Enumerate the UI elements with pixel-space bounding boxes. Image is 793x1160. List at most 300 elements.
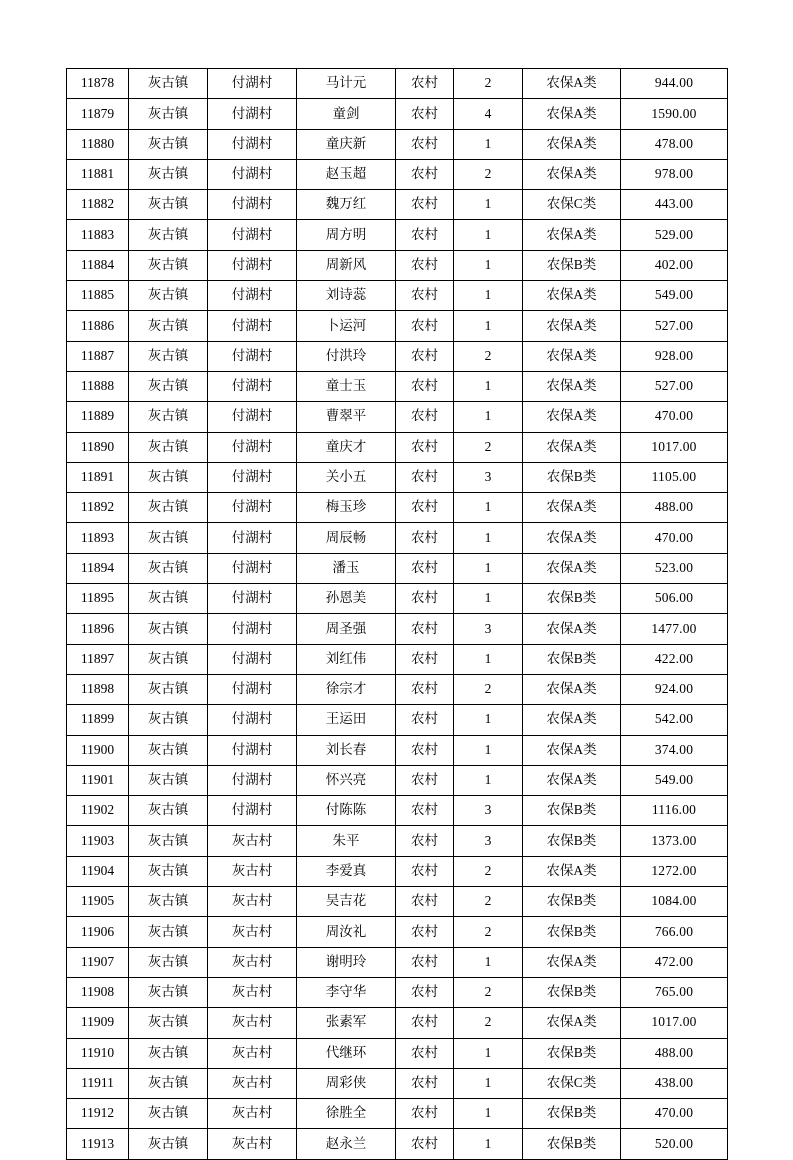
table-cell: 11884 (67, 250, 129, 280)
table-cell: 1 (454, 371, 523, 401)
table-cell: 11909 (67, 1008, 129, 1038)
table-cell: 506.00 (621, 584, 728, 614)
table-cell: 徐胜全 (297, 1099, 396, 1129)
table-cell: 1 (454, 493, 523, 523)
table-cell: 灰古村 (208, 1038, 297, 1068)
table-cell: 1017.00 (621, 432, 728, 462)
table-cell: 470.00 (621, 402, 728, 432)
table-cell: 1084.00 (621, 887, 728, 917)
table-cell: 农村 (396, 462, 454, 492)
table-cell: 农保B类 (523, 977, 621, 1007)
table-cell: 529.00 (621, 220, 728, 250)
table-cell: 灰古村 (208, 1068, 297, 1098)
table-cell: 农村 (396, 796, 454, 826)
table-cell: 470.00 (621, 523, 728, 553)
table-cell: 1 (454, 220, 523, 250)
table-cell: 谢明玲 (297, 947, 396, 977)
table-cell: 农保B类 (523, 796, 621, 826)
table-cell: 农保B类 (523, 462, 621, 492)
table-cell: 农村 (396, 705, 454, 735)
table-cell: 11882 (67, 190, 129, 220)
table-cell: 灰古镇 (129, 977, 208, 1007)
table-cell: 农保B类 (523, 887, 621, 917)
table-cell: 11891 (67, 462, 129, 492)
table-cell: 周方明 (297, 220, 396, 250)
table-cell: 付湖村 (208, 69, 297, 99)
table-cell: 1017.00 (621, 1008, 728, 1038)
table-cell: 刘诗蕊 (297, 281, 396, 311)
table-cell: 周新风 (297, 250, 396, 280)
table-cell: 4 (454, 99, 523, 129)
table-row (67, 159, 728, 189)
table-row (67, 220, 728, 250)
table-cell: 527.00 (621, 311, 728, 341)
table-cell: 灰古镇 (129, 644, 208, 674)
table-cell: 灰古镇 (129, 1068, 208, 1098)
table-cell: 付湖村 (208, 129, 297, 159)
table-row (67, 796, 728, 826)
table-cell: 灰古村 (208, 1008, 297, 1038)
table-cell: 农村 (396, 1099, 454, 1129)
table-row (67, 462, 728, 492)
table-cell: 刘红伟 (297, 644, 396, 674)
table-row (67, 493, 728, 523)
table-cell: 农保C类 (523, 190, 621, 220)
table-cell: 赵永兰 (297, 1129, 396, 1159)
table-cell: 灰古镇 (129, 947, 208, 977)
table-cell: 11886 (67, 311, 129, 341)
table-cell: 怀兴亮 (297, 765, 396, 795)
table-cell: 农村 (396, 1038, 454, 1068)
table-cell: 付湖村 (208, 644, 297, 674)
table-cell: 付湖村 (208, 311, 297, 341)
table-cell: 关小五 (297, 462, 396, 492)
table-cell: 灰古镇 (129, 1099, 208, 1129)
table-cell: 1 (454, 129, 523, 159)
table-cell: 472.00 (621, 947, 728, 977)
table-cell: 农村 (396, 523, 454, 553)
table-cell: 11895 (67, 584, 129, 614)
table-row (67, 341, 728, 371)
table-cell: 2 (454, 69, 523, 99)
table-cell: 农保A类 (523, 493, 621, 523)
table-cell: 11907 (67, 947, 129, 977)
table-cell: 付湖村 (208, 432, 297, 462)
table-cell: 灰古镇 (129, 462, 208, 492)
table-cell: 李守华 (297, 977, 396, 1007)
table-cell: 527.00 (621, 371, 728, 401)
table-cell: 11893 (67, 523, 129, 553)
table-cell: 付湖村 (208, 341, 297, 371)
table-cell: 11894 (67, 553, 129, 583)
table-row (67, 735, 728, 765)
table-cell: 周汝礼 (297, 917, 396, 947)
table-cell: 3 (454, 796, 523, 826)
table-row (67, 281, 728, 311)
table-cell: 张素军 (297, 1008, 396, 1038)
table-row (67, 765, 728, 795)
table-cell: 11879 (67, 99, 129, 129)
table-cell: 1373.00 (621, 826, 728, 856)
table-cell: 灰古镇 (129, 99, 208, 129)
table-cell: 付陈陈 (297, 796, 396, 826)
table-cell: 11901 (67, 765, 129, 795)
table-cell: 11913 (67, 1129, 129, 1159)
table-cell: 978.00 (621, 159, 728, 189)
table-cell: 付湖村 (208, 371, 297, 401)
table-cell: 农村 (396, 159, 454, 189)
table-row (67, 1068, 728, 1098)
table-cell: 农村 (396, 371, 454, 401)
table-row (67, 674, 728, 704)
table-cell: 1 (454, 402, 523, 432)
table-cell: 灰古村 (208, 1099, 297, 1129)
table-cell: 1590.00 (621, 99, 728, 129)
table-cell: 灰古镇 (129, 69, 208, 99)
table-cell: 11885 (67, 281, 129, 311)
table-cell: 农保A类 (523, 553, 621, 583)
table-row (67, 523, 728, 553)
table-cell: 灰古镇 (129, 402, 208, 432)
table-cell: 灰古镇 (129, 887, 208, 917)
table-cell: 农村 (396, 674, 454, 704)
table-cell: 刘长春 (297, 735, 396, 765)
table-cell: 潘玉 (297, 553, 396, 583)
table-cell: 灰古镇 (129, 371, 208, 401)
table-cell: 灰古村 (208, 977, 297, 1007)
table-cell: 王运田 (297, 705, 396, 735)
table-cell: 灰古镇 (129, 129, 208, 159)
table-cell: 灰古镇 (129, 1129, 208, 1159)
table-row (67, 887, 728, 917)
table-cell: 11883 (67, 220, 129, 250)
table-cell: 农村 (396, 1129, 454, 1159)
table-cell: 1105.00 (621, 462, 728, 492)
table-cell: 农保B类 (523, 826, 621, 856)
table-row (67, 1008, 728, 1038)
table-cell: 农村 (396, 1068, 454, 1098)
table-cell: 付湖村 (208, 523, 297, 553)
table-row (67, 402, 728, 432)
table-cell: 付湖村 (208, 250, 297, 280)
table-cell: 付洪玲 (297, 341, 396, 371)
table-cell: 766.00 (621, 917, 728, 947)
table-row (67, 553, 728, 583)
table-cell: 灰古镇 (129, 493, 208, 523)
table-cell: 灰古镇 (129, 674, 208, 704)
table-cell: 灰古镇 (129, 250, 208, 280)
table-cell: 农村 (396, 1008, 454, 1038)
table-cell: 农村 (396, 432, 454, 462)
table-cell: 443.00 (621, 190, 728, 220)
table-cell: 农村 (396, 553, 454, 583)
table-cell: 2 (454, 159, 523, 189)
table-cell: 农保A类 (523, 281, 621, 311)
table-cell: 542.00 (621, 705, 728, 735)
table-cell: 11898 (67, 674, 129, 704)
table-cell: 549.00 (621, 281, 728, 311)
table-cell: 灰古镇 (129, 432, 208, 462)
table-cell: 1 (454, 311, 523, 341)
table-cell: 周彩侠 (297, 1068, 396, 1098)
table-cell: 1 (454, 1099, 523, 1129)
table-cell: 农保B类 (523, 644, 621, 674)
table-cell: 农保A类 (523, 99, 621, 129)
table-cell: 付湖村 (208, 765, 297, 795)
table-cell: 梅玉珍 (297, 493, 396, 523)
table-cell: 童庆才 (297, 432, 396, 462)
table-cell: 农保A类 (523, 341, 621, 371)
table-cell: 2 (454, 917, 523, 947)
table-cell: 农村 (396, 765, 454, 795)
table-cell: 农村 (396, 341, 454, 371)
table-cell: 农村 (396, 99, 454, 129)
table-cell: 付湖村 (208, 796, 297, 826)
table-cell: 1272.00 (621, 856, 728, 886)
table-cell: 2 (454, 432, 523, 462)
table-cell: 农保A类 (523, 705, 621, 735)
table-cell: 11892 (67, 493, 129, 523)
table-cell: 付湖村 (208, 553, 297, 583)
table-cell: 1 (454, 553, 523, 583)
table-cell: 1 (454, 1038, 523, 1068)
table-cell: 1 (454, 765, 523, 795)
table-cell: 赵玉超 (297, 159, 396, 189)
table-cell: 灰古镇 (129, 917, 208, 947)
table-cell: 11896 (67, 614, 129, 644)
table-cell: 吴吉花 (297, 887, 396, 917)
table-cell: 农村 (396, 402, 454, 432)
table-row (67, 856, 728, 886)
table-cell: 付湖村 (208, 493, 297, 523)
table-cell: 灰古镇 (129, 281, 208, 311)
table-cell: 农保A类 (523, 402, 621, 432)
table-cell: 924.00 (621, 674, 728, 704)
table-cell: 11888 (67, 371, 129, 401)
table-cell: 灰古村 (208, 856, 297, 886)
table-cell: 1 (454, 947, 523, 977)
table-cell: 1 (454, 1068, 523, 1098)
table-row (67, 947, 728, 977)
table-cell: 灰古镇 (129, 1038, 208, 1068)
table-row (67, 917, 728, 947)
table-cell: 农保A类 (523, 159, 621, 189)
table-cell: 付湖村 (208, 220, 297, 250)
table-cell: 2 (454, 856, 523, 886)
table-cell: 944.00 (621, 69, 728, 99)
table-cell: 1 (454, 523, 523, 553)
table-cell: 付湖村 (208, 674, 297, 704)
table-cell: 农村 (396, 250, 454, 280)
table-cell: 农村 (396, 977, 454, 1007)
table-cell: 农村 (396, 69, 454, 99)
table-cell: 灰古镇 (129, 705, 208, 735)
table-cell: 1 (454, 281, 523, 311)
table-cell: 438.00 (621, 1068, 728, 1098)
table-cell: 付湖村 (208, 99, 297, 129)
table-cell: 朱平 (297, 826, 396, 856)
table-cell: 农保A类 (523, 432, 621, 462)
table-row (67, 69, 728, 99)
table-cell: 马计元 (297, 69, 396, 99)
table-row (67, 311, 728, 341)
table-cell: 农保B类 (523, 250, 621, 280)
table-cell: 农保A类 (523, 371, 621, 401)
table-row (67, 432, 728, 462)
table-cell: 1 (454, 735, 523, 765)
table-cell: 1 (454, 584, 523, 614)
table-cell: 代继环 (297, 1038, 396, 1068)
table-cell: 11880 (67, 129, 129, 159)
table-row (67, 129, 728, 159)
table-cell: 童庆新 (297, 129, 396, 159)
table-cell: 农村 (396, 493, 454, 523)
table-cell: 农保A类 (523, 735, 621, 765)
table-cell: 灰古镇 (129, 735, 208, 765)
table-cell: 农保B类 (523, 584, 621, 614)
table-cell: 农村 (396, 887, 454, 917)
table-cell: 农保A类 (523, 947, 621, 977)
table-cell: 曹翠平 (297, 402, 396, 432)
table-cell: 488.00 (621, 1038, 728, 1068)
table-cell: 灰古村 (208, 826, 297, 856)
table-cell: 农保A类 (523, 674, 621, 704)
table-cell: 549.00 (621, 765, 728, 795)
table-cell: 2 (454, 341, 523, 371)
table-cell: 农保A类 (523, 765, 621, 795)
table-cell: 付湖村 (208, 159, 297, 189)
table-cell: 灰古镇 (129, 220, 208, 250)
table-cell: 11890 (67, 432, 129, 462)
table-cell: 农保A类 (523, 220, 621, 250)
table-cell: 488.00 (621, 493, 728, 523)
table-cell: 农保A类 (523, 311, 621, 341)
table-cell: 3 (454, 462, 523, 492)
table-cell: 付湖村 (208, 402, 297, 432)
table-cell: 11902 (67, 796, 129, 826)
table-cell: 李爱真 (297, 856, 396, 886)
table-cell: 11911 (67, 1068, 129, 1098)
table-cell: 11903 (67, 826, 129, 856)
table-cell: 徐宗才 (297, 674, 396, 704)
table-cell: 灰古村 (208, 887, 297, 917)
subsidy-table (66, 68, 728, 1160)
table-cell: 农保B类 (523, 1038, 621, 1068)
table-cell: 11899 (67, 705, 129, 735)
table-cell: 灰古镇 (129, 796, 208, 826)
table-body (67, 69, 728, 1160)
table-cell: 周圣强 (297, 614, 396, 644)
table-cell: 童士玉 (297, 371, 396, 401)
table-cell: 11878 (67, 69, 129, 99)
table-cell: 农保A类 (523, 523, 621, 553)
table-row (67, 826, 728, 856)
table-cell: 1 (454, 1129, 523, 1159)
table-row (67, 1099, 728, 1129)
table-row (67, 644, 728, 674)
table-cell: 农保A类 (523, 1008, 621, 1038)
table-row (67, 250, 728, 280)
table-cell: 灰古镇 (129, 856, 208, 886)
table-cell: 402.00 (621, 250, 728, 280)
table-cell: 11905 (67, 887, 129, 917)
table-cell: 灰古村 (208, 1129, 297, 1159)
table-cell: 农村 (396, 735, 454, 765)
table-cell: 灰古镇 (129, 553, 208, 583)
table-cell: 523.00 (621, 553, 728, 583)
table-cell: 农村 (396, 281, 454, 311)
table-cell: 11900 (67, 735, 129, 765)
table-cell: 2 (454, 1008, 523, 1038)
table-cell: 农保B类 (523, 1099, 621, 1129)
table-cell: 1 (454, 644, 523, 674)
table-row (67, 371, 728, 401)
table-cell: 1 (454, 250, 523, 280)
table-cell: 农村 (396, 917, 454, 947)
table-cell: 灰古镇 (129, 311, 208, 341)
table-cell: 765.00 (621, 977, 728, 1007)
table-cell: 农村 (396, 826, 454, 856)
table-cell: 灰古镇 (129, 341, 208, 371)
table-cell: 11912 (67, 1099, 129, 1129)
table-cell: 付湖村 (208, 705, 297, 735)
table-cell: 农村 (396, 220, 454, 250)
table-cell: 470.00 (621, 1099, 728, 1129)
table-cell: 农保A类 (523, 129, 621, 159)
table-cell: 付湖村 (208, 190, 297, 220)
table-cell: 478.00 (621, 129, 728, 159)
table-cell: 11908 (67, 977, 129, 1007)
table-row (67, 977, 728, 1007)
table-cell: 374.00 (621, 735, 728, 765)
table-cell: 1116.00 (621, 796, 728, 826)
table-cell: 农村 (396, 311, 454, 341)
table-row (67, 1038, 728, 1068)
table-cell: 农保B类 (523, 1129, 621, 1159)
table-cell: 3 (454, 826, 523, 856)
table-row (67, 1129, 728, 1159)
table-cell: 灰古镇 (129, 159, 208, 189)
table-cell: 1 (454, 705, 523, 735)
table-row (67, 705, 728, 735)
table-cell: 农村 (396, 584, 454, 614)
table-cell: 孙恩美 (297, 584, 396, 614)
table-cell: 农村 (396, 644, 454, 674)
table-cell: 11881 (67, 159, 129, 189)
table-cell: 422.00 (621, 644, 728, 674)
table-cell: 11887 (67, 341, 129, 371)
table-cell: 灰古镇 (129, 1008, 208, 1038)
table-cell: 520.00 (621, 1129, 728, 1159)
table-cell: 付湖村 (208, 584, 297, 614)
table-cell: 农保A类 (523, 614, 621, 644)
table-cell: 2 (454, 887, 523, 917)
table-cell: 农村 (396, 614, 454, 644)
table-cell: 2 (454, 674, 523, 704)
table-cell: 付湖村 (208, 735, 297, 765)
table-cell: 付湖村 (208, 462, 297, 492)
table-cell: 928.00 (621, 341, 728, 371)
table-cell: 农保A类 (523, 69, 621, 99)
table-cell: 11897 (67, 644, 129, 674)
table-cell: 灰古镇 (129, 584, 208, 614)
table-row (67, 584, 728, 614)
table-cell: 1477.00 (621, 614, 728, 644)
table-cell: 灰古镇 (129, 614, 208, 644)
table-cell: 付湖村 (208, 281, 297, 311)
table-cell: 童剑 (297, 99, 396, 129)
table-cell: 付湖村 (208, 614, 297, 644)
